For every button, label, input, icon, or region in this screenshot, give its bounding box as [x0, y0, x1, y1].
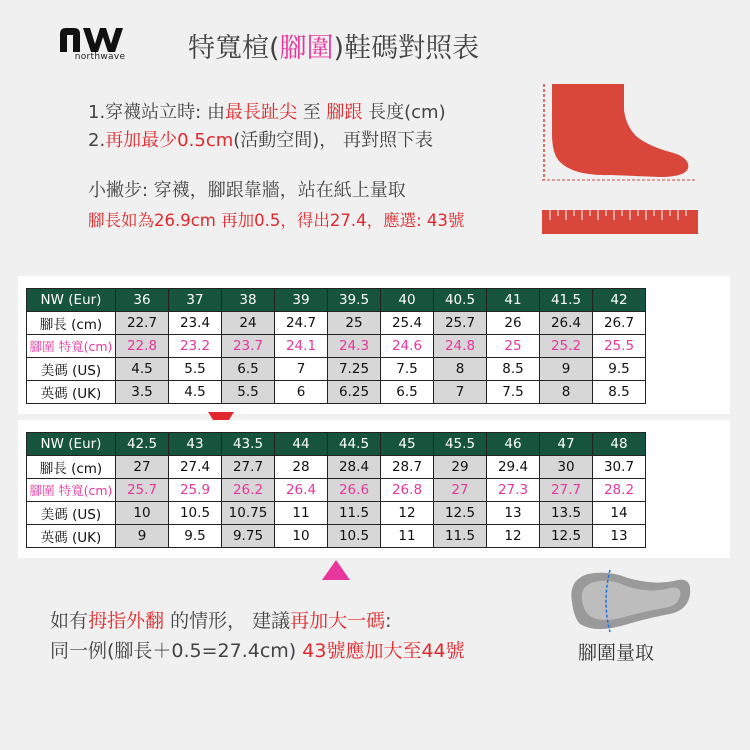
- table-cell: 10.5: [169, 502, 222, 525]
- row-eur-size: [27, 289, 646, 312]
- table-cell: 9: [540, 358, 593, 381]
- table-cell: 12: [487, 525, 540, 548]
- table-cell: 40: [381, 289, 434, 312]
- table-cell: 10: [275, 525, 328, 548]
- table-cell: 10: [116, 502, 169, 525]
- table-cell: 11: [381, 525, 434, 548]
- text: 長度(cm): [362, 102, 446, 123]
- table-cell: 27.7: [222, 456, 275, 479]
- table-cell: 26.8: [381, 479, 434, 502]
- table-cell: 26.2: [222, 479, 275, 502]
- table-cell: 24.3: [328, 335, 381, 358]
- page-title: [188, 26, 479, 65]
- table-cell: 27: [434, 479, 487, 502]
- row-us-size: [27, 502, 646, 525]
- title-highlight: 腳圍: [279, 33, 334, 64]
- table-cell: 27.4: [169, 456, 222, 479]
- table-cell: 23.4: [169, 312, 222, 335]
- table-cell: 6.5: [222, 358, 275, 381]
- table-cell: 25.7: [116, 479, 169, 502]
- row-foot-length: [27, 456, 646, 479]
- text: (活動空間)， 再對照下表: [233, 130, 434, 151]
- table-cell: 27: [116, 456, 169, 479]
- table-cell: 7: [275, 358, 328, 381]
- highlight: 最長趾尖: [224, 102, 297, 123]
- table-cell: 24.8: [434, 335, 487, 358]
- table-cell: 30: [540, 456, 593, 479]
- table-cell: 8: [434, 358, 487, 381]
- table-cell: 11.5: [434, 525, 487, 548]
- table-cell: 5.5: [222, 381, 275, 404]
- table-cell: 42.5: [116, 433, 169, 456]
- table-cell: 12.5: [434, 502, 487, 525]
- row-label: 腳長 (cm): [27, 312, 116, 335]
- row-us-size: [27, 358, 646, 381]
- row-eur-size: [27, 433, 646, 456]
- size-table-2: [26, 432, 646, 548]
- table-cell: 28.4: [328, 456, 381, 479]
- table-cell: 40.5: [434, 289, 487, 312]
- highlight: 腳跟: [326, 102, 363, 123]
- row-label: NW (Eur): [27, 433, 116, 456]
- table-cell: 23.7: [222, 335, 275, 358]
- table-cell: 41.5: [540, 289, 593, 312]
- table-cell: 38: [222, 289, 275, 312]
- table-cell: 6.5: [381, 381, 434, 404]
- table-cell: 13.5: [540, 502, 593, 525]
- row-label: 美碼 (US): [27, 358, 116, 381]
- table-cell: 29: [434, 456, 487, 479]
- table-cell: 25.2: [540, 335, 593, 358]
- table-cell: 8: [540, 381, 593, 404]
- table-cell: 13: [593, 525, 646, 548]
- highlight: 拇指外翻: [88, 610, 165, 632]
- table-cell: 28: [275, 456, 328, 479]
- brand-name: northwave: [74, 52, 126, 62]
- table-cell: 7.5: [381, 358, 434, 381]
- table-cell: 44: [275, 433, 328, 456]
- size-table-1: [26, 288, 646, 404]
- table-cell: 9: [116, 525, 169, 548]
- table-cell: 25.5: [593, 335, 646, 358]
- table-cell: 24.7: [275, 312, 328, 335]
- table-cell: 29.4: [487, 456, 540, 479]
- up-triangle-icon: [322, 560, 350, 580]
- tip-text: 小撇步: 穿襪，腳跟靠牆，站在紙上量取: [88, 180, 406, 201]
- table-cell: 41: [487, 289, 540, 312]
- row-label: 美碼 (US): [27, 502, 116, 525]
- table-cell: 26.6: [328, 479, 381, 502]
- table-cell: 4.5: [169, 381, 222, 404]
- table-cell: 12.5: [540, 525, 593, 548]
- table-cell: 47: [540, 433, 593, 456]
- table-cell: 48: [593, 433, 646, 456]
- table-cell: 6.25: [328, 381, 381, 404]
- row-label: NW (Eur): [27, 289, 116, 312]
- table-cell: 4.5: [116, 358, 169, 381]
- table-cell: 25.7: [434, 312, 487, 335]
- table-cell: 10.5: [328, 525, 381, 548]
- table-cell: 25.9: [169, 479, 222, 502]
- table-cell: 39: [275, 289, 328, 312]
- table-cell: 11.5: [328, 502, 381, 525]
- title-part: 特寬楦(: [188, 33, 280, 64]
- table-cell: 30.7: [593, 456, 646, 479]
- row-uk-size: [27, 381, 646, 404]
- text: 2.: [88, 130, 106, 151]
- table-cell: 10.75: [222, 502, 275, 525]
- table-cell: 8.5: [593, 381, 646, 404]
- table-cell: 6: [275, 381, 328, 404]
- table-cell: 12: [381, 502, 434, 525]
- table-cell: 9.5: [169, 525, 222, 548]
- row-foot-girth: [27, 479, 646, 502]
- table-cell: 3.5: [116, 381, 169, 404]
- row-label: 腳圍 特寬(cm): [27, 335, 116, 358]
- table-cell: 7.25: [328, 358, 381, 381]
- table-cell: 24.1: [275, 335, 328, 358]
- table-cell: 7.5: [487, 381, 540, 404]
- table-cell: 27.7: [540, 479, 593, 502]
- highlight: 43號應加大至44號: [302, 640, 465, 662]
- table-cell: 22.8: [116, 335, 169, 358]
- table-cell: 28.2: [593, 479, 646, 502]
- bunion-note: [50, 606, 392, 633]
- size-table-panel-2: [18, 420, 730, 558]
- row-foot-length: [27, 312, 646, 335]
- instruction-step-2: [88, 126, 433, 152]
- table-cell: 8.5: [487, 358, 540, 381]
- table-cell: 24: [222, 312, 275, 335]
- text: :: [385, 610, 392, 632]
- table-cell: 11: [275, 502, 328, 525]
- table-cell: 9.75: [222, 525, 275, 548]
- table-cell: 25: [328, 312, 381, 335]
- table-cell: 26: [487, 312, 540, 335]
- highlight: 再加大一碼: [290, 610, 386, 632]
- bunion-example: [50, 636, 465, 663]
- instruction-step-1: [88, 98, 446, 124]
- table-cell: 45.5: [434, 433, 487, 456]
- size-table-panel-1: [18, 276, 730, 414]
- table-cell: 44.5: [328, 433, 381, 456]
- table-cell: 37: [169, 289, 222, 312]
- table-cell: 25: [487, 335, 540, 358]
- row-label: 英碼 (UK): [27, 381, 116, 404]
- foot-measure-icon: [540, 80, 700, 240]
- insole-caption: 腳圍量取: [578, 642, 655, 664]
- table-cell: 36: [116, 289, 169, 312]
- text: 同一例(腳長＋0.5=27.4cm): [50, 640, 303, 662]
- row-uk-size: [27, 525, 646, 548]
- table-cell: 46: [487, 433, 540, 456]
- text: 1.穿襪站立時: 由: [88, 102, 225, 123]
- table-cell: 14: [593, 502, 646, 525]
- highlight: 再加最少0.5cm: [105, 130, 234, 151]
- table-cell: 27.3: [487, 479, 540, 502]
- insole-icon: [566, 566, 694, 636]
- table-cell: 22.7: [116, 312, 169, 335]
- table-cell: 42: [593, 289, 646, 312]
- table-cell: 43: [169, 433, 222, 456]
- table-cell: 23.2: [169, 335, 222, 358]
- row-label: 英碼 (UK): [27, 525, 116, 548]
- text: 如有: [50, 610, 89, 632]
- table-cell: 26.4: [540, 312, 593, 335]
- title-part: )鞋碼對照表: [333, 33, 480, 64]
- table-cell: 25.4: [381, 312, 434, 335]
- table-cell: 39.5: [328, 289, 381, 312]
- text: 至: [296, 102, 327, 123]
- table-cell: 43.5: [222, 433, 275, 456]
- table-cell: 5.5: [169, 358, 222, 381]
- table-cell: 28.7: [381, 456, 434, 479]
- table-cell: 9.5: [593, 358, 646, 381]
- table-cell: 13: [487, 502, 540, 525]
- table-cell: 24.6: [381, 335, 434, 358]
- table-cell: 26.4: [275, 479, 328, 502]
- text: 的情形， 建議: [164, 610, 291, 632]
- row-label: 腳圍 特寬(cm): [27, 479, 116, 502]
- row-label: 腳長 (cm): [27, 456, 116, 479]
- table-cell: 26.7: [593, 312, 646, 335]
- example-text: 腳長如為26.9cm 再加0.5，得出27.4，應選: 43號: [88, 211, 465, 230]
- table-cell: 7: [434, 381, 487, 404]
- row-foot-girth: [27, 335, 646, 358]
- table-cell: 45: [381, 433, 434, 456]
